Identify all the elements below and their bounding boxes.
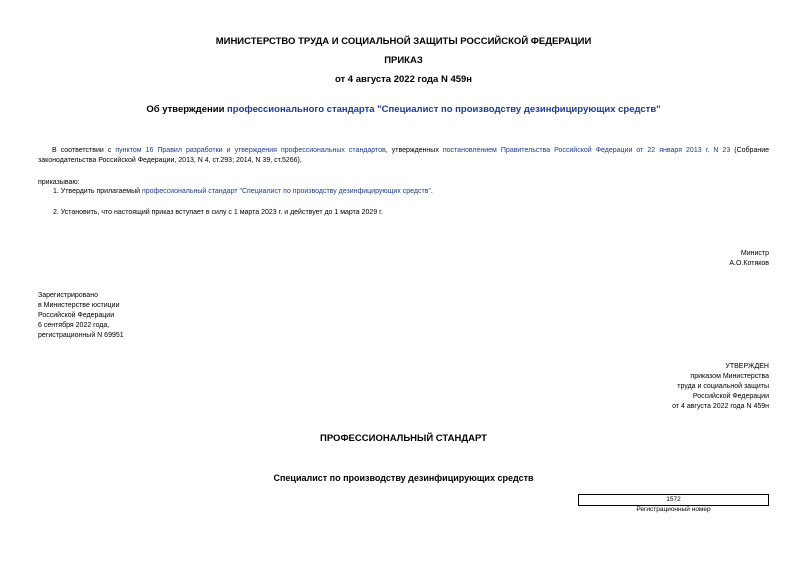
preamble-paragraph [38, 146, 769, 166]
preamble-text-3: (Собрание законодательства Российской Федерации, 2013, N 4, ст.293; 2014, N 39, ст.5266), [38, 147, 770, 164]
preamble-text-2: , утвержденных [385, 147, 443, 154]
subject-prefix: Об утверждении [146, 104, 228, 115]
item-1-text: 1. Утвердить прилагаемый [53, 188, 142, 195]
document-type: ПРИКАЗ [384, 55, 423, 66]
registration-line: Российской Федерации [38, 312, 115, 319]
government-decree-link[interactable]: постановлением Правительства Российской Федерации от 22 января 2013 г. N 23 [442, 147, 731, 154]
standard-title: ПРОФЕССИОНАЛЬНЫЙ СТАНДАРТ [320, 433, 487, 444]
signature-title: Министр [740, 250, 769, 257]
document-date-number: от 4 августа 2022 года N 459н [334, 74, 473, 85]
professional-standard-link[interactable]: профессиональный стандарт "Специалист по производству дезинфицирующих средств" [141, 188, 431, 195]
ministry-heading: МИНИСТЕРСТВО ТРУДА И СОЦИАЛЬНОЙ ЗАЩИТЫ РОССИЙСКОЙ ФЕДЕРАЦИИ [215, 36, 592, 47]
order-word: приказываю: [38, 179, 80, 186]
order-item-1 [53, 187, 769, 197]
item-1-end: . [430, 188, 433, 195]
registration-number-box: 1572 [578, 494, 769, 506]
rules-point-16-link[interactable]: пунктом 16 Правил разработки и утверждения профессиональных стандартов [115, 147, 386, 154]
approval-line: УТВЕРЖДЕН [725, 363, 769, 370]
registration-number-label: Регистрационный номер [636, 506, 711, 513]
approval-line: труда и социальной защиты [677, 383, 769, 390]
document-subject [0, 104, 807, 115]
registration-line: в Министерстве юстиции [38, 302, 120, 309]
standard-name: Специалист по производству дезинфицирующих средств [273, 473, 534, 483]
preamble-text-1: В соответствии с [52, 147, 116, 154]
approval-line: Российской Федерации [692, 393, 769, 400]
registration-block [38, 291, 124, 341]
subject-standard-link[interactable]: профессионального стандарта "Специалист по производству дезинфицирующих средств" [227, 104, 661, 115]
approval-block [569, 362, 769, 412]
registration-line: 6 сентября 2022 года, [38, 322, 110, 329]
registration-line: Зарегистрировано [38, 292, 98, 299]
order-item-2: 2. Установить, что настоящий приказ вступает в силу с 1 марта 2023 г. и действует до 1 марта 2029 г. [53, 209, 383, 216]
signature-name: А.О.Котяков [729, 260, 769, 267]
registration-line: регистрационный N 69951 [38, 332, 124, 339]
approval-line: от 4 августа 2022 года N 459н [672, 403, 769, 410]
approval-line: приказом Министерства [690, 373, 769, 380]
